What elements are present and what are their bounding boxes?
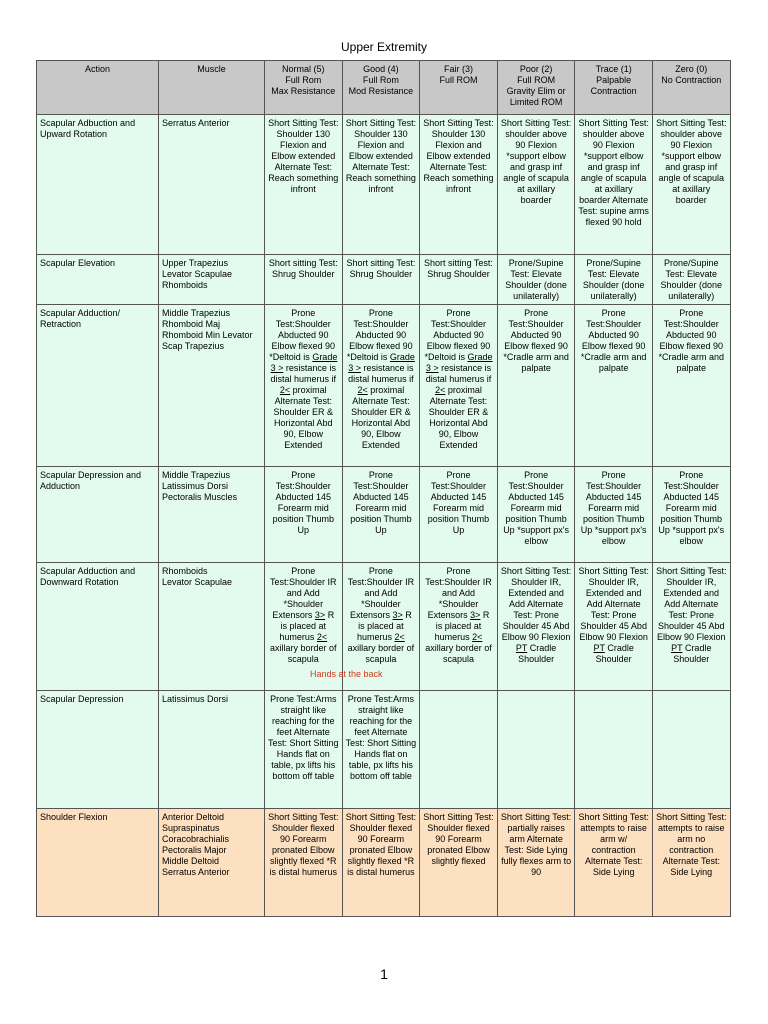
normal-cell: Prone Test:Shoulder Abducted 90 Elbow flexed 90 *Deltoid is Grade 3 > resistance is distal humerus if 2< proximal Alternate Test: Shoulder ER & Horizontal Abd 90, Elbow Extended <box>265 305 343 467</box>
header-zero: Zero (0) No Contraction <box>652 61 730 115</box>
fair-cell: Short Sitting Test: Shoulder 130 Flexion and Elbow extended Alternate Test: Reach something infront <box>420 115 498 255</box>
zero-cell: Short Sitting Test: Shoulder IR, Extended and Add Alternate Test: Prone Shoulder 45 Abd Elbow 90 Flexion PT Cradle Shoulder <box>652 563 730 691</box>
trace-cell <box>575 691 653 809</box>
header-muscle: Muscle <box>159 61 265 115</box>
muscle-cell: Upper Trapezius Levator Scapulae Rhomboids <box>159 255 265 305</box>
trace-cell: Short Sitting Test: shoulder above 90 Flexion *support elbow and grasp inf angle of scapula at axillary boarder Alternate Test: supine arms flexed 90 hold <box>575 115 653 255</box>
normal-cell: Prone Test:Shoulder IR and Add *Shoulder Extensors 3> R is placed at humerus 2< axillary border of scapula <box>265 563 343 691</box>
good-cell: Short sitting Test: Shrug Shoulder <box>342 255 420 305</box>
normal-cell: Short Sitting Test: Shoulder flexed 90 Forearm pronated Elbow slightly flexed *R is distal humerus <box>265 809 343 917</box>
normal-cell: Short sitting Test: Shrug Shoulder <box>265 255 343 305</box>
good-cell: Prone Test:Shoulder IR and Add *Shoulder Extensors 3> R is placed at humerus 2< axillary border of scapula <box>342 563 420 691</box>
muscle-cell: Middle Trapezius Latissimus Dorsi Pectoralis Muscles <box>159 467 265 563</box>
table-row <box>37 467 731 563</box>
trace-cell: Short Sitting Test: attempts to raise arm w/ contraction Alternate Test: Side Lying <box>575 809 653 917</box>
muscle-cell: Anterior Deltoid Supraspinatus Coracobrachialis Pectoralis Major Middle Deltoid Serratus Anterior <box>159 809 265 917</box>
fair-cell: Prone Test:Shoulder IR and Add *Shoulder Extensors 3> R is placed at humerus 2< axillary border of scapula <box>420 563 498 691</box>
header-fair: Fair (3) Full ROM <box>420 61 498 115</box>
muscle-cell: Middle Trapezius Rhomboid Maj Rhomboid Min Levator Scap Trapezius <box>159 305 265 467</box>
good-cell: Short Sitting Test: Shoulder flexed 90 Forearm pronated Elbow slightly flexed *R is distal humerus <box>342 809 420 917</box>
good-cell: Short Sitting Test: Shoulder 130 Flexion and Elbow extended Alternate Test: Reach something infront <box>342 115 420 255</box>
trace-cell: Prone Test:Shoulder Abducted 90 Elbow flexed 90 *Cradle arm and palpate <box>575 305 653 467</box>
fair-cell <box>420 691 498 809</box>
zero-cell: Prone/Supine Test: Elevate Shoulder (done unilaterally) <box>652 255 730 305</box>
header-poor: Poor (2) Full ROM Gravity Elim or Limited ROM <box>497 61 575 115</box>
action-cell: Scapular Depression <box>37 691 159 809</box>
muscle-cell: Serratus Anterior <box>159 115 265 255</box>
table-row <box>37 809 731 917</box>
trace-cell: Short Sitting Test: Shoulder IR, Extended and Add Alternate Test: Prone Shoulder 45 Abd Elbow 90 Flexion PT Cradle Shoulder <box>575 563 653 691</box>
action-cell: Scapular Adduction and Downward Rotation <box>37 563 159 691</box>
fair-cell: Short sitting Test: Shrug Shoulder <box>420 255 498 305</box>
action-cell: Shoulder Flexion <box>37 809 159 917</box>
zero-cell <box>652 691 730 809</box>
good-cell: Prone Test:Shoulder Abducted 90 Elbow flexed 90 *Deltoid is Grade 3 > resistance is distal humerus if 2< proximal Alternate Test: Shoulder ER & Horizontal Abd 90, Elbow Extended <box>342 305 420 467</box>
table-row <box>37 255 731 305</box>
fair-cell: Prone Test:Shoulder Abducted 145 Forearm mid position Thumb Up <box>420 467 498 563</box>
header-row <box>37 61 731 115</box>
normal-cell: Prone Test:Shoulder Abducted 145 Forearm mid position Thumb Up <box>265 467 343 563</box>
table-row <box>37 305 731 467</box>
good-cell: Prone Test:Shoulder Abducted 145 Forearm mid position Thumb Up <box>342 467 420 563</box>
normal-cell: Prone Test:Arms straight like reaching for the feet Alternate Test: Short Sitting Hands flat on table, px lifts his bottom off table <box>265 691 343 809</box>
table-row <box>37 563 731 691</box>
trace-cell: Prone Test:Shoulder Abducted 145 Forearm mid position Thumb Up *support px's elbow <box>575 467 653 563</box>
good-cell: Prone Test:Arms straight like reaching for the feet Alternate Test: Short Sitting Hands flat on table, px lifts his bottom off table <box>342 691 420 809</box>
fair-cell: Short Sitting Test: Shoulder flexed 90 Forearm pronated Elbow slightly flexed <box>420 809 498 917</box>
header-trace: Trace (1) Palpable Contraction <box>575 61 653 115</box>
poor-cell: Short Sitting Test: shoulder above 90 Flexion *support elbow and grasp inf angle of scapula at axillary boarder <box>497 115 575 255</box>
header-normal: Normal (5) Full Rom Max Resistance <box>265 61 343 115</box>
page-title: Upper Extremity <box>340 40 428 54</box>
page-number: 1 <box>380 966 388 982</box>
normal-cell: Short Sitting Test: Shoulder 130 Flexion and Elbow extended Alternate Test: Reach something infront <box>265 115 343 255</box>
action-cell: Scapular Adbuction and Upward Rotation <box>37 115 159 255</box>
header-action: Action <box>37 61 159 115</box>
zero-cell: Prone Test:Shoulder Abducted 90 Elbow flexed 90 *Cradle arm and palpate <box>652 305 730 467</box>
zero-cell: Short Sitting Test: attempts to raise arm no contraction Alternate Test: Side Lying <box>652 809 730 917</box>
muscle-cell: Latissimus Dorsi <box>159 691 265 809</box>
poor-cell <box>497 691 575 809</box>
action-cell: Scapular Adduction/ Retraction <box>37 305 159 467</box>
zero-cell: Prone Test:Shoulder Abducted 145 Forearm mid position Thumb Up *support px's elbow <box>652 467 730 563</box>
action-cell: Scapular Elevation <box>37 255 159 305</box>
hands-at-back-annotation: Hands at the back <box>310 669 383 679</box>
action-cell: Scapular Depression and Adduction <box>37 467 159 563</box>
poor-cell: Short Sitting Test: Shoulder IR, Extended and Add Alternate Test: Prone Shoulder 45 Abd Elbow 90 Flexion PT Cradle Shoulder <box>497 563 575 691</box>
fair-cell: Prone Test:Shoulder Abducted 90 Elbow flexed 90 *Deltoid is Grade 3 > resistance is distal humerus if 2< proximal Alternate Test: Shoulder ER & Horizontal Abd 90, Elbow Extended <box>420 305 498 467</box>
poor-cell: Prone Test:Shoulder Abducted 90 Elbow flexed 90 *Cradle arm and palpate <box>497 305 575 467</box>
poor-cell: Prone Test:Shoulder Abducted 145 Forearm mid position Thumb Up *support px's elbow <box>497 467 575 563</box>
table-row <box>37 691 731 809</box>
zero-cell: Short Sitting Test: shoulder above 90 Flexion *support elbow and grasp inf angle of scapula at axillary boarder <box>652 115 730 255</box>
muscle-test-table <box>36 60 731 917</box>
poor-cell: Short Sitting Test: partially raises arm Alternate Test: Side Lying fully flexes arm to 90 <box>497 809 575 917</box>
table-row <box>37 115 731 255</box>
poor-cell: Prone/Supine Test: Elevate Shoulder (done unilaterally) <box>497 255 575 305</box>
header-good: Good (4) Full Rom Mod Resistance <box>342 61 420 115</box>
muscle-cell: Rhomboids Levator Scapulae <box>159 563 265 691</box>
trace-cell: Prone/Supine Test: Elevate Shoulder (done unilaterally) <box>575 255 653 305</box>
